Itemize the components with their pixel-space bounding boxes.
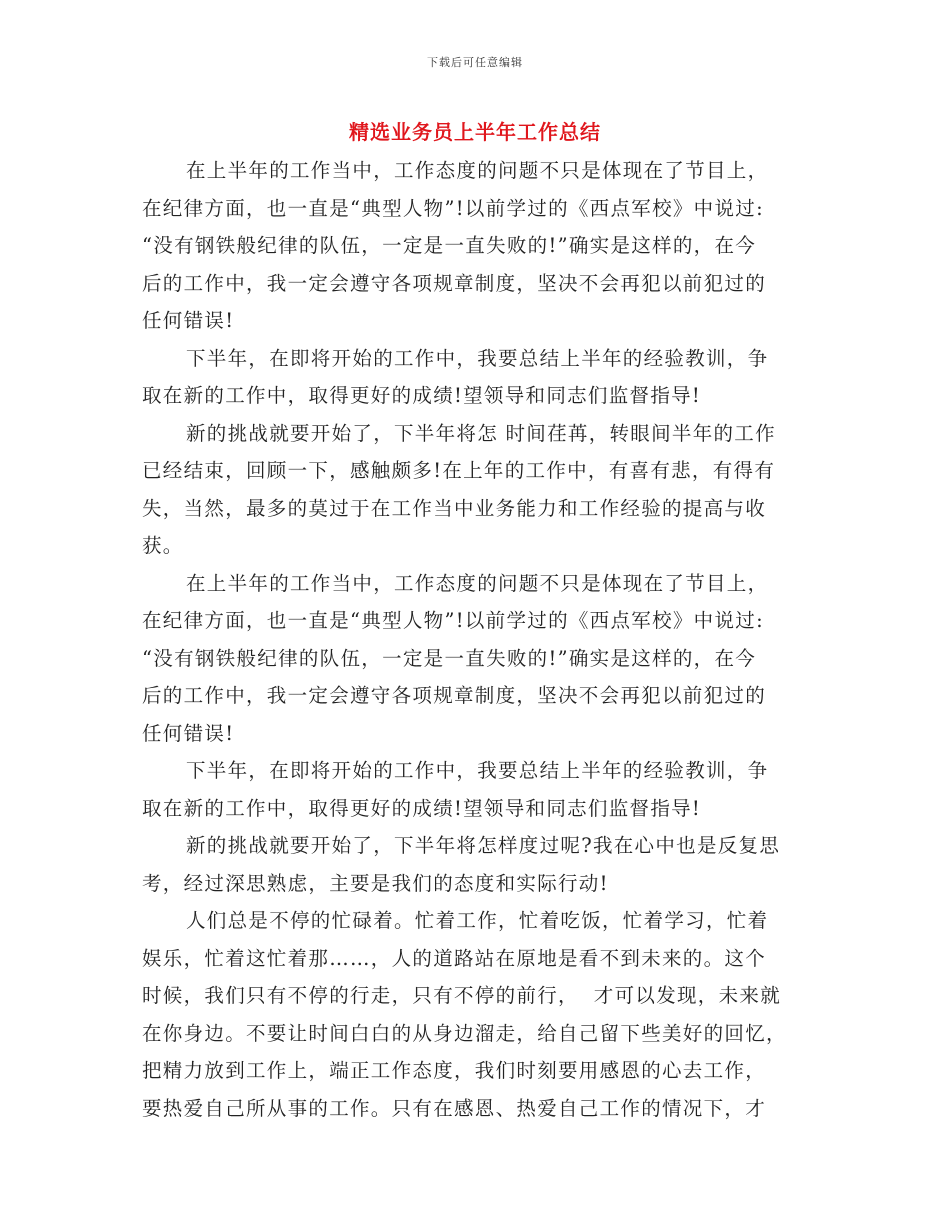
text-line: 取在新的工作中，取得更好的成绩!望领导和同志们监督指导! [142, 384, 702, 407]
text-line: 失，当然，最多的莫过于在工作当中业务能力和工作经验的提高与收 [142, 496, 767, 520]
paragraph [142, 340, 822, 415]
paragraph [142, 415, 822, 565]
text-line: 已经结束，回顾一下，感触颇多!在上年的工作中，有喜有悲，有得有 [142, 459, 776, 482]
text-line: 娱乐，忙着这忙着那……，人的道路站在原地是看不到未来的。这个 [142, 946, 767, 970]
text-line: 要热爱自己所从事的工作。只有在感恩、热爱自己工作的情况下，才 [142, 1096, 767, 1120]
paragraph [142, 827, 822, 902]
paragraph [142, 152, 822, 340]
text-line: 下半年，在即将开始的工作中，我要总结上半年的经验教训，争 [186, 346, 769, 370]
text-line: 后的工作中，我一定会遵守各项规章制度，坚决不会再犯以前犯过的 [142, 684, 767, 707]
text-line: 后的工作中，我一定会遵守各项规章制度，坚决不会再犯以前犯过的 [142, 271, 767, 295]
text-line: 在纪律方面，也一直是“典型人物”!以前学过的《西点军校》中说过: [142, 609, 764, 632]
text-line: 任何错误! [142, 309, 235, 332]
text-line: 时候，我们只有不停的行走，只有不停的前行， 才可以发现，未来就 [142, 984, 781, 1007]
paragraph [142, 752, 822, 827]
text-line: 在纪律方面，也一直是“典型人物”!以前学过的《西点军校》中说过: [142, 196, 764, 220]
document-title: 精选业务员上半年工作总结 [349, 120, 601, 144]
text-line: 新的挑战就要开始了，下半年将怎样度过呢?我在心中也是反复思 [186, 834, 781, 857]
text-line: 在上半年的工作当中，工作态度的问题不只是体现在了节目上， [186, 159, 769, 182]
page-header: 下载后可任意编辑 [427, 56, 523, 69]
text-line: 在你身边。不要让时间白白的从身边溜走，给自己留下些美好的回忆， [142, 1021, 787, 1045]
paragraph [142, 565, 822, 753]
text-line: 下半年，在即将开始的工作中，我要总结上半年的经验教训，争 [186, 759, 769, 782]
text-line: 人们总是不停的忙碌着。忙着工作，忙着吃饭，忙着学习，忙着 [186, 909, 769, 932]
text-line: 考，经过深思熟虑，主要是我们的态度和实际行动! [142, 871, 609, 895]
text-line: “没有钢铁般纪律的队伍，一定是一直失败的!”确实是这样的，在今 [142, 646, 757, 670]
text-line: 任何错误! [142, 721, 235, 745]
text-line: 把精力放到工作上，端正工作态度，我们时刻要用感恩的心去工作， [142, 1059, 767, 1082]
text-line: 在上半年的工作当中，工作态度的问题不只是体现在了节目上， [186, 571, 769, 595]
text-line: “没有钢铁般纪律的队伍，一定是一直失败的!”确实是这样的，在今 [142, 234, 757, 257]
text-line: 新的挑战就要开始了，下半年将怎 时间荏苒，转眼间半年的工作 [186, 421, 776, 445]
text-line: 获。 [142, 534, 184, 557]
text-line: 取在新的工作中，取得更好的成绩!望领导和同志们监督指导! [142, 796, 702, 820]
document-body [142, 152, 822, 1127]
paragraph [142, 902, 822, 1127]
